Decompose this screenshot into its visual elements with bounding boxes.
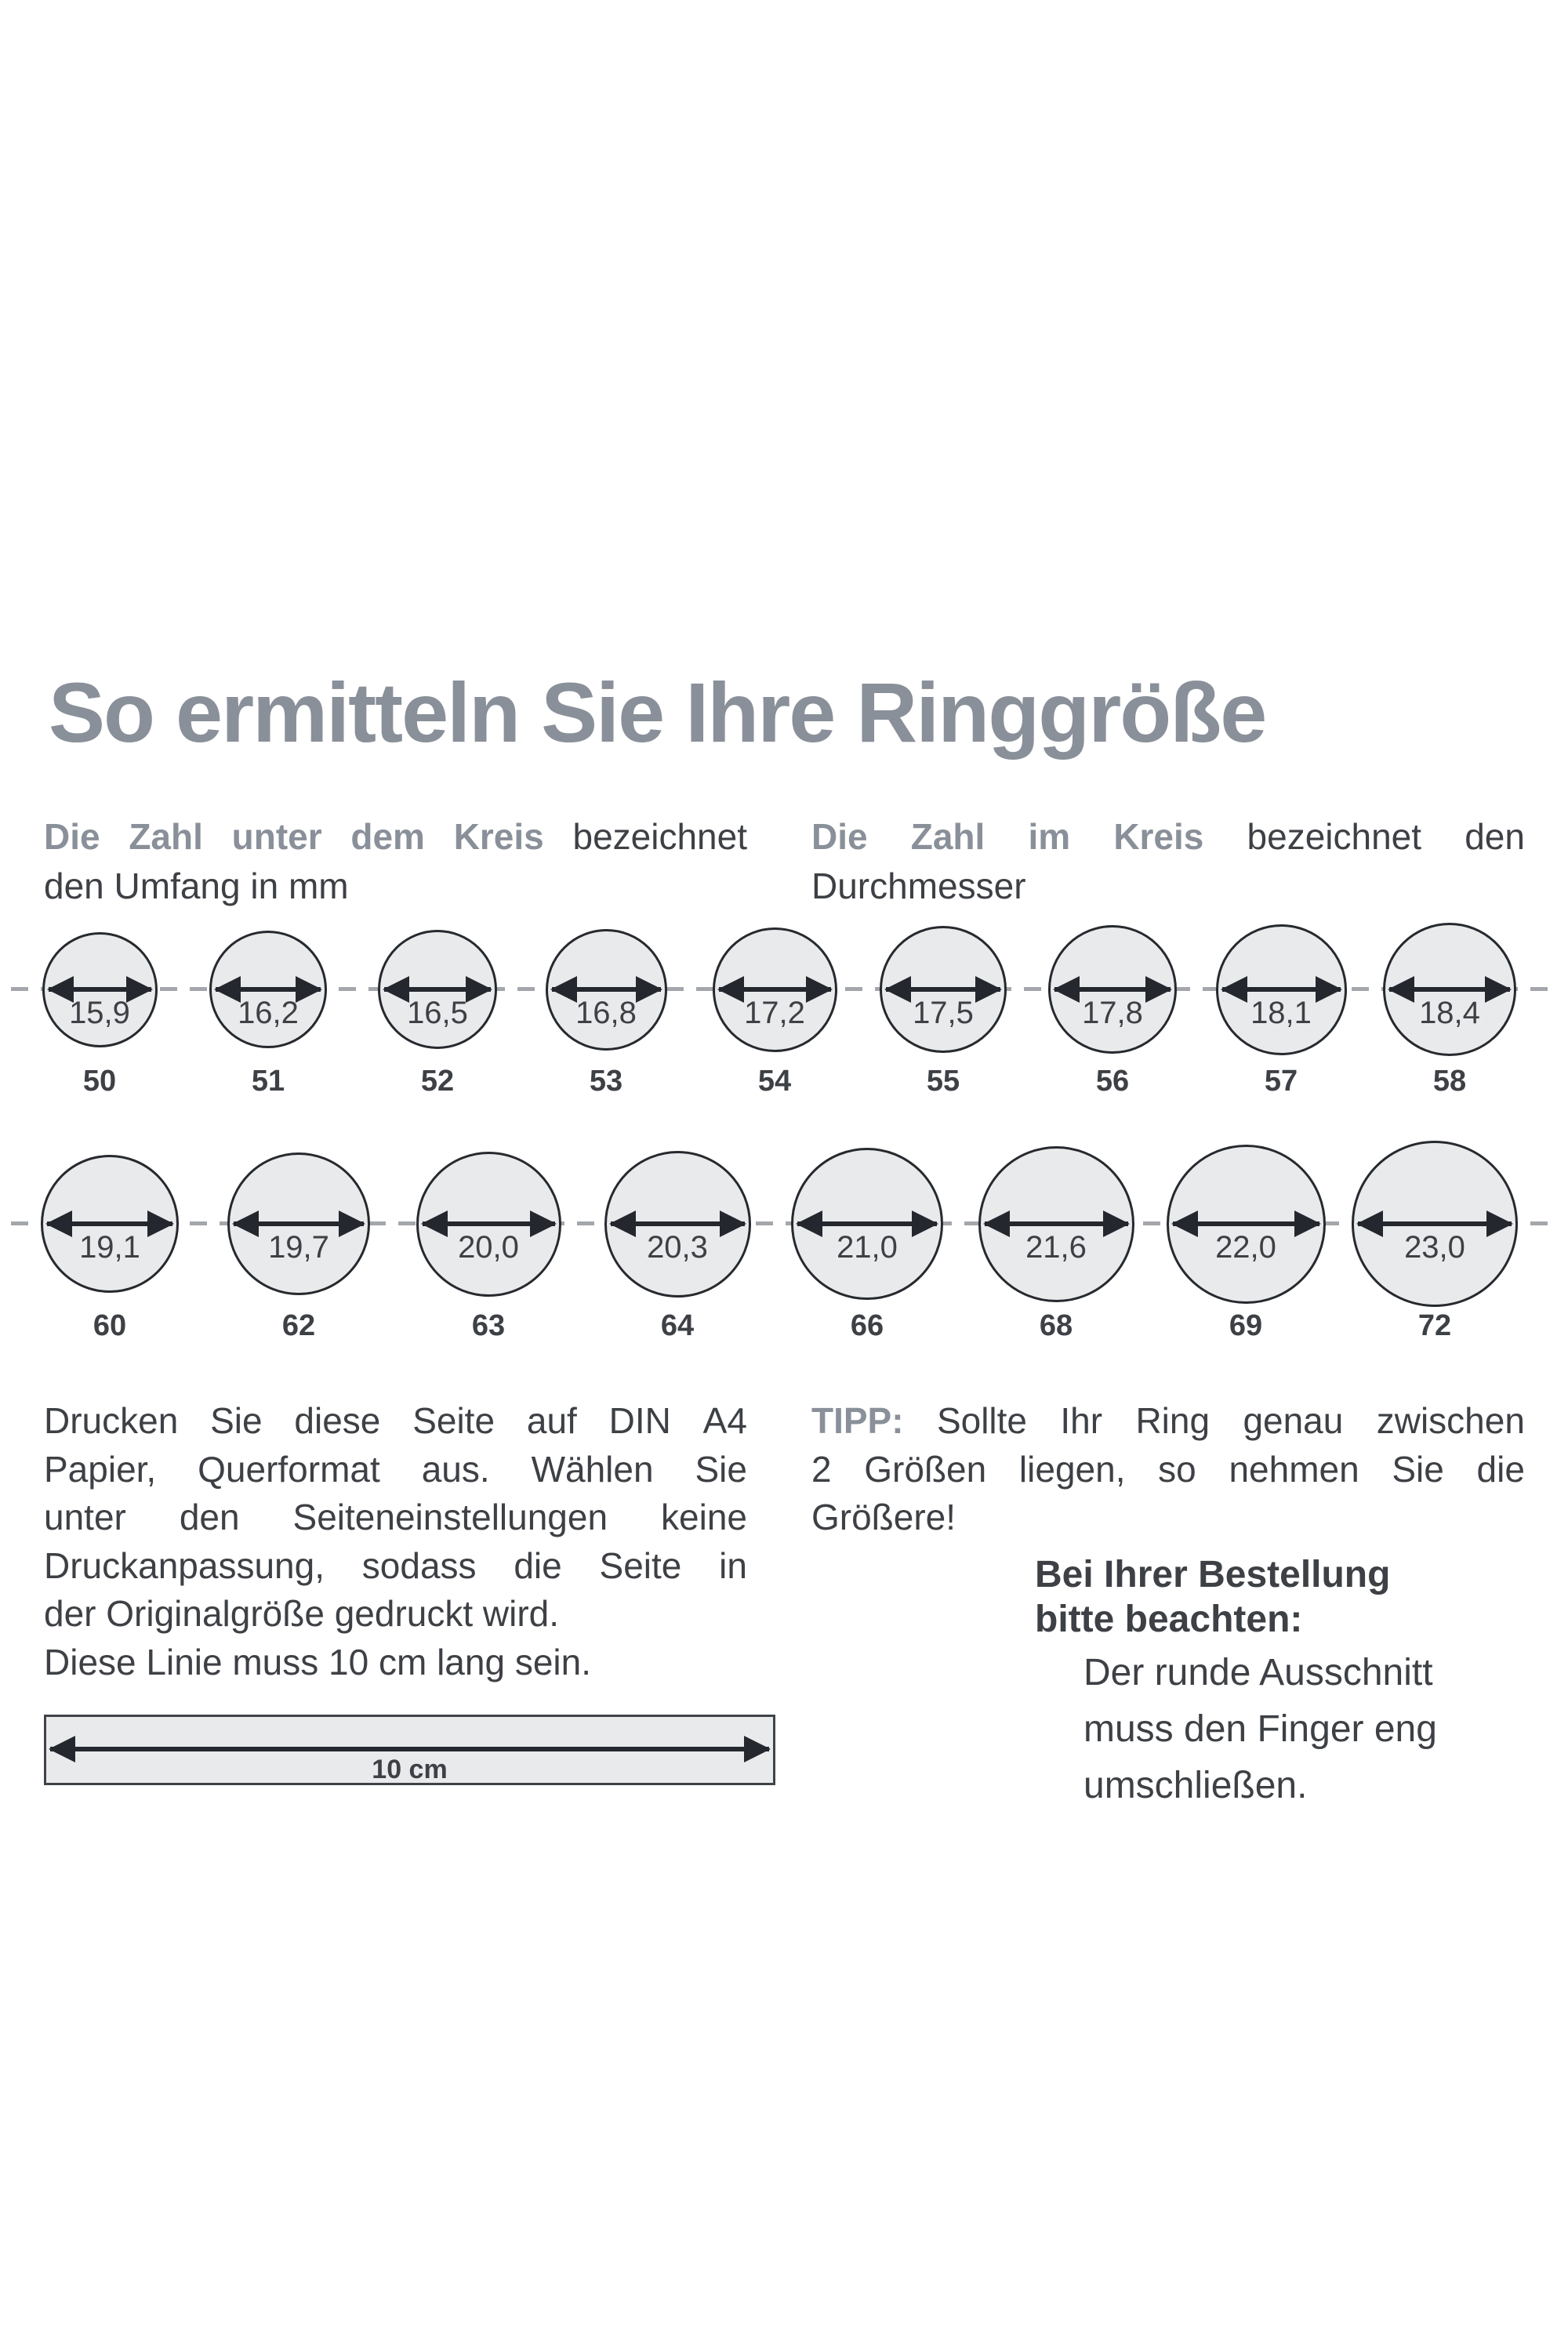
diameter-value: 19,1: [79, 1230, 140, 1265]
ring-size-value: 52: [420, 1065, 455, 1098]
diameter-value: 18,4: [1419, 996, 1480, 1030]
print-instructions-line: [44, 1397, 747, 1446]
word: 2: [811, 1448, 832, 1490]
ring-circle: [978, 1146, 1134, 1302]
diameter-arrow-icon: [719, 987, 831, 992]
diameter-value: 21,0: [837, 1230, 898, 1265]
ring-circle: [546, 929, 667, 1051]
word: Seite: [599, 1544, 682, 1586]
diameter-value: 17,8: [1082, 996, 1143, 1030]
print-instructions-line: der Originalgröße gedruckt wird.: [44, 1593, 560, 1634]
word: DIN: [608, 1400, 671, 1441]
tip-line2: [811, 1446, 1525, 1494]
ring-circle: [378, 930, 497, 1049]
word: zwischen: [1376, 1400, 1525, 1441]
diameter-value: 17,5: [913, 996, 974, 1030]
diameter-value: 16,5: [407, 996, 468, 1030]
word: diese: [294, 1400, 381, 1441]
word: sodass: [361, 1544, 477, 1586]
tip-note: [811, 1397, 1525, 1542]
word: aus.: [421, 1448, 490, 1490]
ring-size-value: 60: [93, 1309, 127, 1342]
ring-circle: [1167, 1145, 1326, 1304]
ruler-arrow-icon: [50, 1747, 769, 1751]
diameter-value: 23,0: [1404, 1230, 1465, 1265]
ring-size-value: 51: [251, 1065, 285, 1098]
order-note-body: [1083, 1645, 1437, 1814]
page-title: So ermitteln Sie Ihre Ringgröße: [49, 665, 1266, 760]
ring-size-value: 69: [1229, 1309, 1263, 1342]
order-note-body-line2: muss den Finger eng: [1083, 1708, 1437, 1750]
ring-circle: [1352, 1141, 1518, 1307]
word: keine: [661, 1497, 747, 1537]
diameter-value: 19,7: [268, 1230, 329, 1265]
word: Seite: [412, 1400, 495, 1441]
diameter-arrow-icon: [611, 1221, 745, 1226]
ring-size-value: 64: [660, 1309, 695, 1342]
word: Papier,: [44, 1448, 157, 1490]
ring-circle: [1048, 925, 1177, 1054]
calibration-ruler: [44, 1715, 775, 1785]
diameter-value: 21,6: [1025, 1230, 1087, 1265]
word: Sollte: [936, 1400, 1028, 1441]
diameter-value: 17,2: [744, 996, 805, 1030]
word: Wählen: [531, 1448, 654, 1490]
word: bezeichnet: [1247, 816, 1422, 857]
word: Sie: [695, 1448, 747, 1490]
ring-size-value: 63: [471, 1309, 506, 1342]
diameter-arrow-icon: [49, 987, 151, 992]
ring-size-value: 54: [757, 1065, 792, 1098]
print-instructions-line: [44, 1446, 747, 1494]
word: Ihr: [1060, 1400, 1103, 1441]
order-note-body-line3: umschließen.: [1083, 1765, 1308, 1806]
order-note-heading: [1035, 1552, 1390, 1642]
diameter-arrow-icon: [552, 987, 661, 992]
legend-diameter-line1: [811, 812, 1525, 862]
word: Kreis: [1113, 816, 1204, 857]
ring-circle: [604, 1151, 751, 1298]
word: Die: [44, 816, 100, 857]
ring-circle: [713, 927, 837, 1052]
legend-diameter-line2: Durchmesser: [811, 866, 1026, 906]
diameter-value: 20,3: [647, 1230, 708, 1265]
diameter-arrow-icon: [423, 1221, 555, 1226]
word: dem: [350, 816, 425, 857]
word: Seiteneinstellungen: [292, 1497, 608, 1537]
diameter-arrow-icon: [886, 987, 1000, 992]
ring-circle: [209, 931, 327, 1048]
word: auf: [526, 1400, 577, 1441]
diameter-arrow-icon: [47, 1221, 172, 1226]
print-instructions-line: Diese Linie muss 10 cm lang sein.: [44, 1641, 591, 1682]
ruler-length-label: 10 cm: [372, 1755, 448, 1784]
word: unter: [231, 816, 322, 857]
word: die: [1476, 1448, 1525, 1490]
word: im: [1028, 816, 1071, 857]
word: Die: [811, 816, 868, 857]
legend-circumference-line2: den Umfang in mm: [44, 866, 349, 906]
word: den: [179, 1497, 240, 1537]
order-note-heading-line1: Bei Ihrer Bestellung: [1035, 1554, 1391, 1595]
diameter-arrow-icon: [1054, 987, 1171, 992]
ring-circle: [1383, 923, 1516, 1056]
print-instructions: [44, 1397, 747, 1686]
ring-size-value: 62: [281, 1309, 316, 1342]
word: Sie: [1392, 1448, 1444, 1490]
diameter-value: 16,2: [238, 996, 299, 1030]
diameter-arrow-icon: [797, 1221, 937, 1226]
word: TIPP:: [811, 1400, 904, 1441]
ring-size-value: 72: [1417, 1309, 1452, 1342]
word: Zahl: [129, 816, 203, 857]
word: den: [1465, 816, 1525, 857]
print-instructions-line: [44, 1542, 747, 1591]
diameter-arrow-icon: [985, 1221, 1128, 1226]
diameter-value: 18,1: [1250, 996, 1312, 1030]
word: Kreis: [453, 816, 544, 857]
ring-circle: [41, 1155, 179, 1293]
diameter-arrow-icon: [216, 987, 321, 992]
legend-circumference-line1: [44, 812, 747, 862]
legend-diameter: [811, 812, 1525, 911]
diameter-value: 15,9: [69, 996, 130, 1030]
word: Ring: [1135, 1400, 1210, 1441]
word: Drucken: [44, 1400, 179, 1441]
ring-size-value: 53: [589, 1065, 623, 1098]
ring-circle: [880, 926, 1007, 1053]
word: Größen: [864, 1448, 987, 1490]
diameter-value: 16,8: [575, 996, 637, 1030]
word: so: [1158, 1448, 1196, 1490]
ring-size-value: 56: [1095, 1065, 1130, 1098]
tip-line3: Größere!: [811, 1497, 956, 1537]
diameter-arrow-icon: [1222, 987, 1341, 992]
diameter-arrow-icon: [384, 987, 491, 992]
ring-size-value: 66: [850, 1309, 884, 1342]
word: unter: [44, 1497, 126, 1537]
print-instructions-line: [44, 1494, 747, 1542]
word: in: [719, 1544, 747, 1586]
ring-circle: [416, 1152, 561, 1297]
word: genau: [1243, 1400, 1344, 1441]
diameter-arrow-icon: [234, 1221, 364, 1226]
word: bezeichnet: [572, 816, 747, 857]
order-note-body-line1: Der runde Ausschnitt: [1083, 1652, 1433, 1693]
word: Querformat: [198, 1448, 380, 1490]
ring-size-value: 55: [926, 1065, 960, 1098]
word: nehmen: [1229, 1448, 1359, 1490]
word: A4: [702, 1400, 747, 1441]
ring-circle: [227, 1152, 370, 1295]
diameter-value: 20,0: [458, 1230, 519, 1265]
word: Sie: [210, 1400, 263, 1441]
word: die: [514, 1544, 562, 1586]
diameter-arrow-icon: [1358, 1221, 1512, 1226]
ring-size-value: 57: [1264, 1065, 1298, 1098]
ring-circle: [42, 932, 158, 1047]
ring-circle: [791, 1148, 943, 1300]
order-note-heading-line2: bitte beachten:: [1035, 1599, 1303, 1640]
ring-size-value: 68: [1039, 1309, 1073, 1342]
ring-circle: [1216, 924, 1347, 1055]
word: Druckanpassung,: [44, 1544, 325, 1586]
word: liegen,: [1018, 1448, 1126, 1490]
diameter-value: 22,0: [1215, 1230, 1276, 1265]
ring-size-value: 50: [82, 1065, 117, 1098]
ring-size-value: 58: [1432, 1065, 1467, 1098]
diameter-arrow-icon: [1389, 987, 1510, 992]
diameter-arrow-icon: [1173, 1221, 1319, 1226]
tip-line1: [811, 1397, 1525, 1446]
legend-circumference: [44, 812, 747, 911]
word: Zahl: [910, 816, 985, 857]
